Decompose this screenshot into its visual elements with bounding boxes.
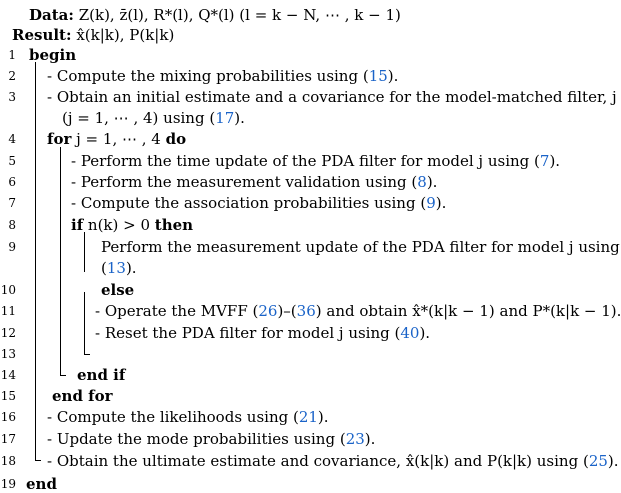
equation-reference-link[interactable]: 36 <box>296 302 316 320</box>
algorithm-line <box>47 130 186 148</box>
algorithm-line <box>71 194 446 212</box>
line-number: 17 <box>0 432 16 446</box>
algorithm-line <box>62 109 245 127</box>
else-scope-tick <box>84 354 90 355</box>
data-header: Data: Z(k), z̄(l), R*(l), Q*(l) (l = k − N, ⋯ , k − 1) <box>29 6 401 24</box>
line-text: ( <box>101 259 107 277</box>
algorithm-line <box>77 366 125 384</box>
algorithm-line <box>101 259 137 277</box>
line-number: 10 <box>0 283 16 297</box>
line-number: 18 <box>0 454 16 468</box>
algorithm-line <box>95 302 621 320</box>
keyword: if <box>71 216 84 234</box>
line-number: 11 <box>0 304 16 318</box>
line-number: 16 <box>0 410 16 424</box>
line-number: 15 <box>0 389 16 403</box>
algorithm-line <box>29 46 76 64</box>
line-text: - Obtain the ultimate estimate and covariance, x̂(k|k) and P(k|k) using ( <box>47 452 589 470</box>
line-number: 5 <box>8 154 16 168</box>
equation-reference-link[interactable]: 7 <box>539 152 550 170</box>
line-text: ). <box>549 152 561 170</box>
line-text: ). <box>387 67 399 85</box>
for-scope-bar <box>60 147 61 375</box>
equation-reference-link[interactable]: 8 <box>417 173 427 191</box>
line-text: - Perform the time update of the PDA filter for model j using ( <box>71 152 540 170</box>
keyword: end if <box>77 366 126 384</box>
line-number: 3 <box>8 90 16 104</box>
keyword: else <box>101 281 135 299</box>
line-number: 8 <box>8 218 16 232</box>
keyword: for <box>47 130 72 148</box>
line-text: - Reset the PDA filter for model j using ( <box>95 324 401 342</box>
line-text: ). <box>419 324 431 342</box>
algorithm-line <box>71 152 560 170</box>
data-text: Z(k), z̄(l), R*(l), Q*(l) (l = k − N, ⋯ , k − 1) <box>78 6 401 24</box>
keyword: do <box>165 130 187 148</box>
line-number: 9 <box>8 240 16 254</box>
algorithm-line <box>47 430 375 448</box>
line-text: j = 1, ⋯ , 4 <box>71 130 166 148</box>
equation-reference-link[interactable]: 13 <box>106 259 126 277</box>
line-number: 4 <box>8 132 16 146</box>
algorithm-line <box>47 67 398 85</box>
result-header: Result: x̂(k|k), P(k|k) <box>12 26 175 44</box>
equation-reference-link[interactable]: 23 <box>345 430 365 448</box>
result-label: Result <box>12 26 66 44</box>
line-number: 13 <box>0 347 16 361</box>
keyword: end <box>26 475 57 493</box>
line-text: ). <box>125 259 137 277</box>
equation-reference-link[interactable]: 9 <box>426 194 436 212</box>
line-number: 19 <box>0 477 16 491</box>
algorithm-line <box>101 238 620 256</box>
equation-reference-link[interactable]: 15 <box>368 67 388 85</box>
line-text: ). <box>317 408 329 426</box>
begin-scope-tick <box>35 460 41 461</box>
line-text: ) and obtain x̂*(k|k − 1) and P*(k|k − 1). <box>315 302 621 320</box>
line-text: ). <box>435 194 447 212</box>
line-text: )–( <box>277 302 297 320</box>
line-text: - Compute the mixing probabilities using ( <box>47 67 369 85</box>
line-text: ). <box>364 430 376 448</box>
line-text: - Compute the association probabilities using ( <box>71 194 427 212</box>
equation-reference-link[interactable]: 40 <box>400 324 420 342</box>
line-text: - Operate the MVFF ( <box>95 302 259 320</box>
line-text: ). <box>234 109 245 127</box>
equation-reference-link[interactable]: 17 <box>215 109 235 127</box>
algorithm-line <box>101 281 134 299</box>
algorithm-line <box>71 216 193 234</box>
line-text: (j = 1, ⋯ , 4) using ( <box>62 109 216 127</box>
line-number: 14 <box>0 368 16 382</box>
line-text: - Perform the measurement validation using ( <box>71 173 418 191</box>
line-number: 1 <box>8 48 16 62</box>
result-text: x̂(k|k), P(k|k) <box>76 26 175 44</box>
line-number: 2 <box>8 69 16 83</box>
algorithm-line <box>71 173 437 191</box>
line-text: - Update the mode probabilities using ( <box>47 430 346 448</box>
algorithm-line <box>26 475 57 493</box>
else-scope-bar <box>84 292 85 354</box>
keyword: end for <box>52 387 113 405</box>
algorithm-line <box>95 324 430 342</box>
line-text: - Obtain an initial estimate and a covariance for the model-matched filter, j <box>47 88 617 106</box>
line-number: 6 <box>8 175 16 189</box>
algorithm-line <box>47 88 617 106</box>
line-text: - Compute the likelihoods using ( <box>47 408 299 426</box>
equation-reference-link[interactable]: 21 <box>298 408 318 426</box>
if-scope-bar <box>84 232 85 272</box>
keyword: then <box>154 216 194 234</box>
line-text: n(k) > 0 <box>83 216 155 234</box>
equation-reference-link[interactable]: 26 <box>258 302 278 320</box>
line-text: Perform the measurement update of the PDA filter for model j using <box>101 238 620 256</box>
line-number: 12 <box>0 326 16 340</box>
algorithm-line <box>52 387 113 405</box>
for-scope-tick <box>60 375 66 376</box>
line-text: ). <box>607 452 619 470</box>
keyword: begin <box>29 46 77 64</box>
data-label: Data <box>29 6 69 24</box>
algorithm-line <box>47 408 329 426</box>
begin-scope-bar <box>35 62 36 460</box>
equation-reference-link[interactable]: 25 <box>588 452 608 470</box>
line-text: ). <box>426 173 438 191</box>
line-number: 7 <box>8 196 16 210</box>
algorithm-line <box>47 452 619 470</box>
